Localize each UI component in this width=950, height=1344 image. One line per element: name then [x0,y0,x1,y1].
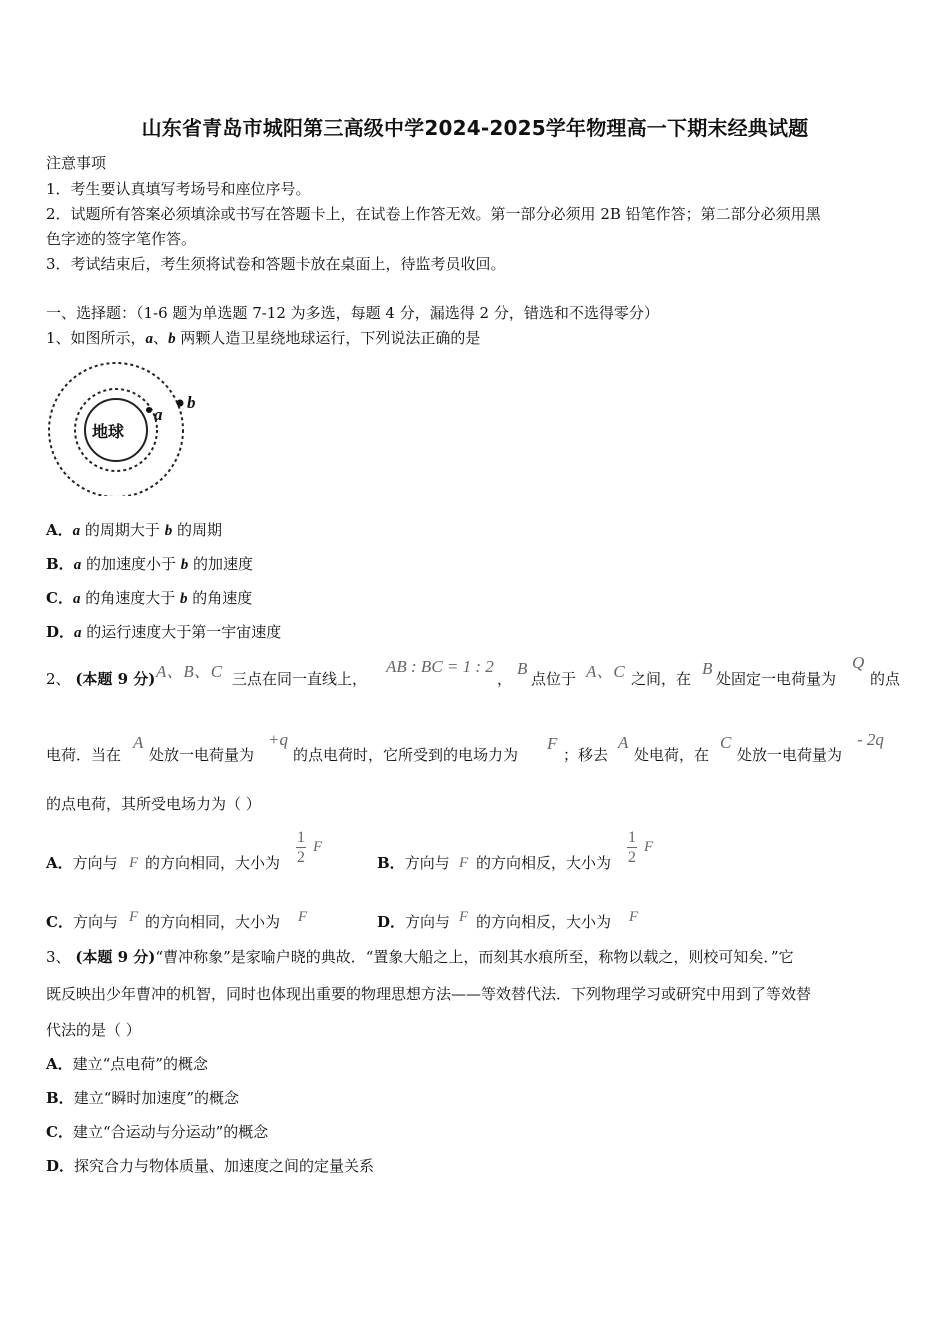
q2-text: 的点电荷，其所受电场力为（ ） [46,795,261,813]
math-f: F [298,909,308,925]
notice-heading: 注意事项 [46,154,107,172]
option-key: C． [46,589,73,607]
q1-option-c[interactable] [46,587,252,608]
q2-option-a[interactable] [46,852,118,873]
fraction-denominator: 2 [628,849,636,866]
q1-option-d[interactable] [46,621,281,642]
q1-var-b: b [168,331,176,347]
q3-option-a[interactable] [46,1053,208,1074]
math-plus-q: +q [268,730,288,749]
earth-label: 地球 [92,422,125,441]
q1-var-a: a [145,331,154,347]
q2-text: 点位于 [531,670,577,688]
q2-option-b[interactable] [377,852,450,873]
option-var: b [180,591,188,607]
option-var: a [73,557,82,573]
option-text: 探究合力与物体质量、加速度之间的定量关系 [74,1157,375,1175]
q3-num: 3、 [46,948,71,966]
option-text: 的方向相反，大小为 [476,854,612,872]
math-f: F [129,855,139,871]
option-var: a [72,523,81,539]
fraction-denominator: 2 [297,849,305,866]
math-abc: A、B、C [156,662,223,681]
math-a: A [133,733,144,752]
q1-option-a[interactable] [46,519,222,540]
notice-item: 3．考试结束后，考生须将试卷和答题卡放在桌面上，待监考员收回。 [46,255,506,273]
q2-text: 三点在同一直线上， [232,670,368,688]
satellite-a [146,407,152,413]
section-heading: 一、选择题：（1-6 题为单选题 7-12 为多选，每题 4 分，漏选得 2 分，错选和不选得零分） [46,304,659,322]
q2-option-c[interactable] [46,911,118,932]
q2-option-d[interactable] [377,911,450,932]
math-f: F [644,839,654,855]
option-key: D． [46,1157,75,1175]
option-text: 方向与 [72,913,118,931]
satellite-b [177,400,184,407]
option-key: A． [46,521,73,539]
option-key: B． [46,555,74,573]
question-3-line3: 代法的是（ ） [46,1021,141,1039]
satellite-a-label: a [154,405,163,424]
orbit-figure [40,356,200,496]
question-3-line2: 既反映出少年曹冲的机智，同时也体现出重要的物理思想方法——等效替代法．下列物理学习或研究中用到了等效替 [46,985,812,1003]
q2-text: 的点电荷时，它所受到的电场力为 [293,746,519,764]
notice-item: 2．试题所有答案必须填涂或书写在答题卡上，在试卷上作答无效。第一部分必须用 2B 铅笔作答；第二部分必须用黑 [46,205,821,223]
option-text: 建立“点电荷”的概念 [72,1055,208,1073]
page-title: 山东省青岛市城阳第三高级中学2024-2025学年物理高一下期末经典试题 [141,116,809,140]
math-f: F [547,734,558,753]
q2-text: ， [497,670,513,688]
q2-text: 处放一电荷量为 [149,746,255,764]
option-text: 的加速度 [188,555,254,573]
q1-stem-sep: 、 [153,329,169,347]
math-f: F [629,909,639,925]
math-f: F [459,909,469,925]
math-ac: A、C [586,662,625,681]
option-var: b [180,557,189,573]
q3-option-c[interactable] [46,1121,268,1142]
math-f: F [313,839,323,855]
option-text: 的运行速度大于第一宇宙速度 [81,623,282,641]
option-key: B． [46,1089,74,1107]
option-key: A． [46,1055,73,1073]
fraction-half [627,829,637,866]
option-key: D． [377,913,406,931]
option-text: 的周期 [172,521,222,539]
q1-stem-post: 两颗人造卫星绕地球运行，下列说法正确的是 [175,329,481,347]
option-text: 的角速度大于 [80,589,180,607]
fraction-half [296,829,306,866]
fraction-numerator: 1 [297,829,305,846]
satellite-b-label: b [187,393,196,412]
math-minus-2q: - 2q [857,730,884,749]
q2-text: 处放一电荷量为 [737,746,843,764]
q1-stem-pre: 1、如图所示， [46,329,146,347]
math-a: A [618,733,629,752]
q2-text: 处电荷，在 [634,746,710,764]
q2-text: 的点 [870,670,901,688]
option-text: 建立“瞬时加速度”的概念 [73,1089,240,1107]
q2-text: 之间，在 [631,670,692,688]
option-key: D． [46,623,75,641]
math-f: F [129,909,139,925]
q1-option-b[interactable] [46,553,253,574]
math-f: F [459,855,469,871]
math-ratio: AB : BC = 1 : 2 [386,657,494,676]
math-b: B [517,659,528,678]
option-text: 方向与 [405,913,451,931]
option-var: b [164,523,173,539]
question-1-stem [46,327,480,348]
math-c: C [720,733,732,752]
notice-item: 色字迹的签字笔作答。 [46,230,197,248]
option-var: a [72,591,81,607]
option-key: C． [46,1123,73,1141]
fraction-numerator: 1 [628,829,636,846]
option-var: a [74,625,82,641]
option-key: B． [377,854,405,872]
math-b: B [702,659,713,678]
q2-score: (本题 9 分) [75,670,156,688]
option-text: 的周期大于 [80,521,165,539]
q3-option-b[interactable] [46,1087,239,1108]
q2-num: 2、 [46,670,71,688]
option-text: 方向与 [72,854,118,872]
q2-label [46,668,155,689]
option-text: 的方向相同，大小为 [145,913,281,931]
math-q: Q [852,653,865,672]
q2-text: 处固定一电荷量为 [716,670,837,688]
q3-score: (本题 9 分) [75,948,156,966]
option-key: C． [46,913,73,931]
option-text: 的方向相同，大小为 [145,854,281,872]
option-text: 的加速度小于 [81,555,181,573]
notice-item: 1．考生要认真填写考场号和座位序号。 [46,180,311,198]
q3-text: “曹冲称象”是家喻户晓的典故．“置象大船之上，而刻其水痕所至，称物以载之，则校可知矣．”它 [155,948,794,966]
question-3-line1 [46,946,794,967]
option-text: 方向与 [404,854,450,872]
option-text: 的方向相反，大小为 [476,913,612,931]
option-text: 建立“合运动与分运动”的概念 [72,1123,269,1141]
option-text: 的角速度 [187,589,253,607]
q2-text: ；移去 [563,746,609,764]
q3-option-d[interactable] [46,1155,374,1176]
option-key: A． [46,854,73,872]
q2-text: 电荷．当在 [46,746,122,764]
